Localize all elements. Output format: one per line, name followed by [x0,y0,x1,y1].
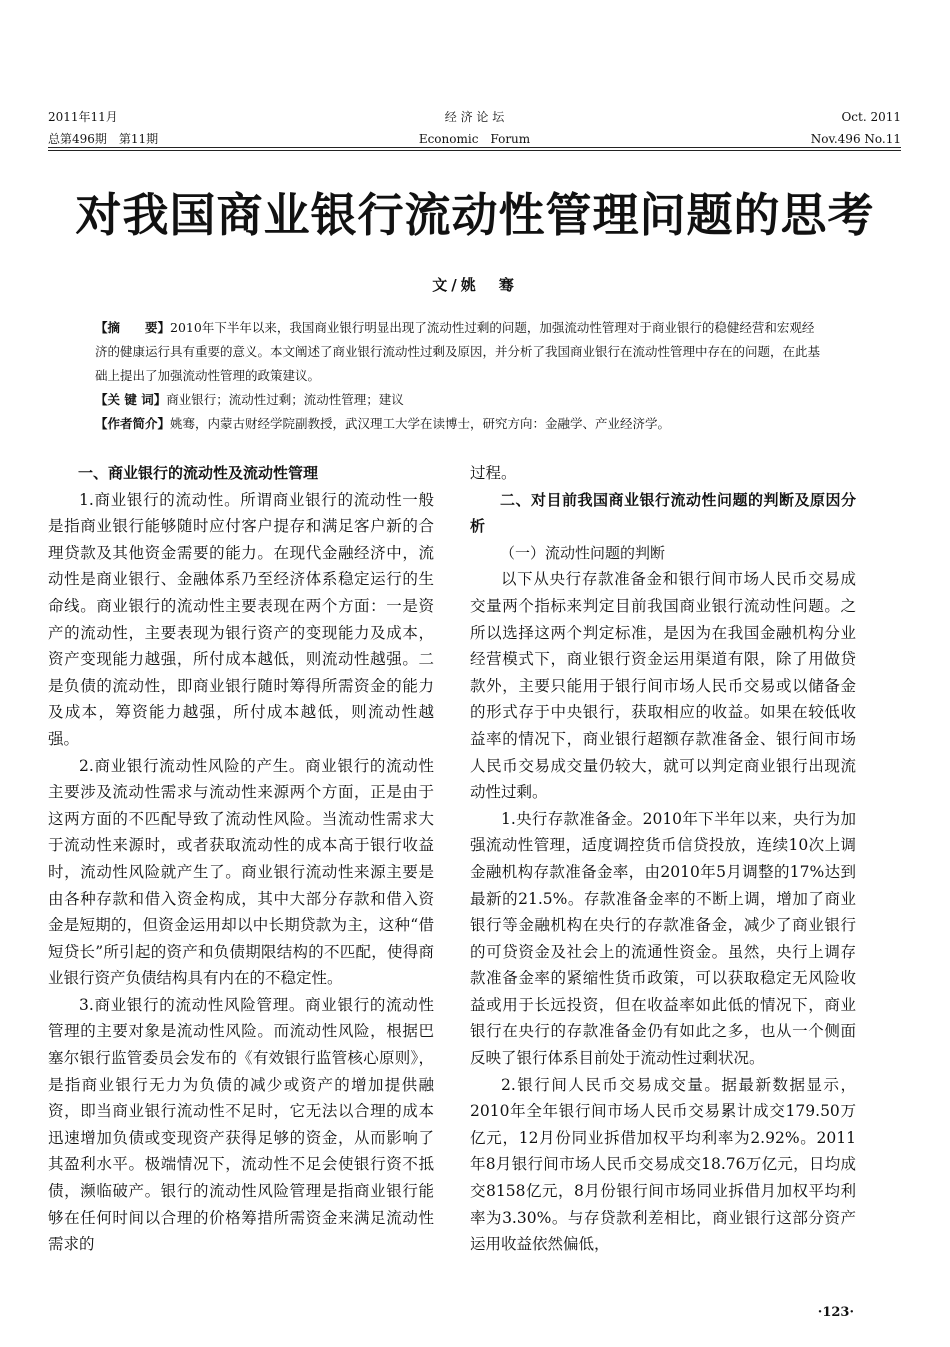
page-number: ·123· [817,1305,854,1320]
abstract-block [95,316,820,436]
author-bio-text: 姚骞，内蒙古财经学院副教授，武汉理工大学在读博士，研究方向：金融学、产业经济学。 [170,416,671,431]
running-header [48,106,901,146]
keywords-text: 商业银行；流动性过剩；流动性管理；建议 [166,392,404,407]
section-1-paragraph-2: 2.商业银行流动性风险的产生。商业银行的流动性主要涉及流动性需求与流动性来源两个方面，正是由于这两方面的不匹配导致了流动性风险。当流动性需求大于流动性来源时，或者获取流动性的成本高于银行收益时，流动性风险就产生了。商业银行流动性来源主要是由各种存款和借入资金构成，其中大部分存款和借入资金是短期的，但资金运用却以中长期贷款为主，这种“借短贷长”所引起的资产和负债期限结构的不匹配，使得商业银行资产负债结构具有内在的不稳定性。 [48,756,434,988]
section-2-paragraph-2: 1.央行存款准备金。2010年下半年以来，央行为加强流动性管理，适度调控货币信贷投放，连续10次上调金融机构存款准备金率，由2010年5月调整的17%达到最新的21.5%。存款准备金率的不断上调，增加了商业银行等金融机构在央行的存款准备金，减少了商业银行的可贷资金及社会上的流通性资金。虽然，央行上调存款准备金率的紧缩性货币政策，可以获取稳定无风险收益或用于长远投资，但在收益率如此低的情况下，商业银行在央行的存款准备金仍有如此之多，也从一个侧面反映了银行体系目前处于流动性过剩状况。 [470,809,856,1068]
article-title: 对我国商业银行流动性管理问题的思考 [75,188,875,242]
section-2-paragraph-3: 2.银行间人民币交易成交量。据最新数据显示，2010年全年银行间市场人民币交易累计成交179.50万亿元，12月份同业拆借加权平均利率为2.92%。2011年8月银行间市场人民币交易成交18.76万亿元，日均成交8158亿元，8月份银行间市场同业拆借月加权平均利率为3.30%。与存贷款利差相比，商业银行这部分资产运用收益依然偏低， [470,1075,856,1254]
left-column [48,460,434,1258]
abstract-text: 2010年下半年以来，我国商业银行明显出现了流动性过剩的问题，加强流动性管理对于商业银行的稳健经营和宏观经济的健康运行具有重要的意义。本文阐述了商业银行流动性过剩及原因，并分析了我国商业银行在流动性管理中存在的问题，在此基础上提出了加强流动性管理的政策建议。 [95,320,821,383]
header-rule-top [48,147,901,148]
section-1-paragraph-3: 3.商业银行的流动性风险管理。商业银行的流动性管理的主要对象是流动性风险。而流动性风险，根据巴塞尔银行监管委员会发布的《有效银行监管核心原则》，是指商业银行无力为负债的减少或资产的增加提供融资，即当商业银行流动性不足时，它无法以合理的成本迅速增加负债或变现资产获得足够的资金，从而影响了其盈利水平。极端情况下，流动性不足会使银行资不抵债，濒临破产。银行的流动性风险管理是指商业银行能够在任何时间以合理的价格筹措所需资金来满足流动性需求的 [48,995,434,1254]
header-rule-bottom [48,150,901,151]
section-1-paragraph-3-continued: 过程。 [470,464,517,482]
right-column [470,460,856,1258]
keywords-label: 【关 键 词】 [95,392,167,407]
header-issue-en: Nov.496 No.11 [810,132,901,146]
section-2-paragraph-1: 以下从央行存款准备金和银行间市场人民币交易成交量两个指标来判定目前我国商业银行流动性问题。之所以选择这两个判定标准，是因为在我国金融机构分业经营模式下，商业银行资金运用渠道有限，除了用做贷款外，主要只能用于银行间市场人民币交易或以储备金的形式存于中央银行，获取相应的收益。如果在较低收益率的情况下，商业银行超额存款准备金、银行间市场人民币交易成交量仍较大，就可以判定商业银行出现流动性过剩。 [470,570,856,802]
header-journal-cn: 经 济 论 坛 [444,110,505,124]
author-bio-line [95,412,820,436]
abstract-paragraph [95,316,820,388]
abstract-label: 【摘 要】 [95,320,171,335]
header-date-cn: 2011年11月 [48,110,118,124]
author-bio-label: 【作者简介】 [95,416,171,431]
article-author: 文/姚 骞 [432,276,518,294]
keywords-line [95,388,820,412]
section-1-heading: 一、商业银行的流动性及流动性管理 [78,464,319,482]
header-date-en: Oct. 2011 [841,110,901,124]
section-1-paragraph-1: 1.商业银行的流动性。所谓商业银行的流动性一般是指商业银行能够随时应付客户提存和满足客户新的合理贷款及其他资金需要的能力。在现代金融经济中，流动性是商业银行、金融体系乃至经济体系稳定运行的生命线。商业银行的流动性主要表现在两个方面：一是资产的流动性，主要表现为银行资产的变现能力及成本，资产变现能力越强，所付成本越低，则流动性越强。二是负债的流动性，即商业银行随时筹得所需资金的能力及成本，筹资能力越强，所付成本越低，则流动性越强。 [48,490,434,748]
section-2-heading: 二、对目前我国商业银行流动性问题的判断及原因分析 [470,490,856,536]
header-journal-en: Economic Forum [418,132,531,146]
section-2-subheading: （一）流动性问题的判断 [500,543,666,562]
header-issue-cn: 总第496期 第11期 [48,132,159,146]
